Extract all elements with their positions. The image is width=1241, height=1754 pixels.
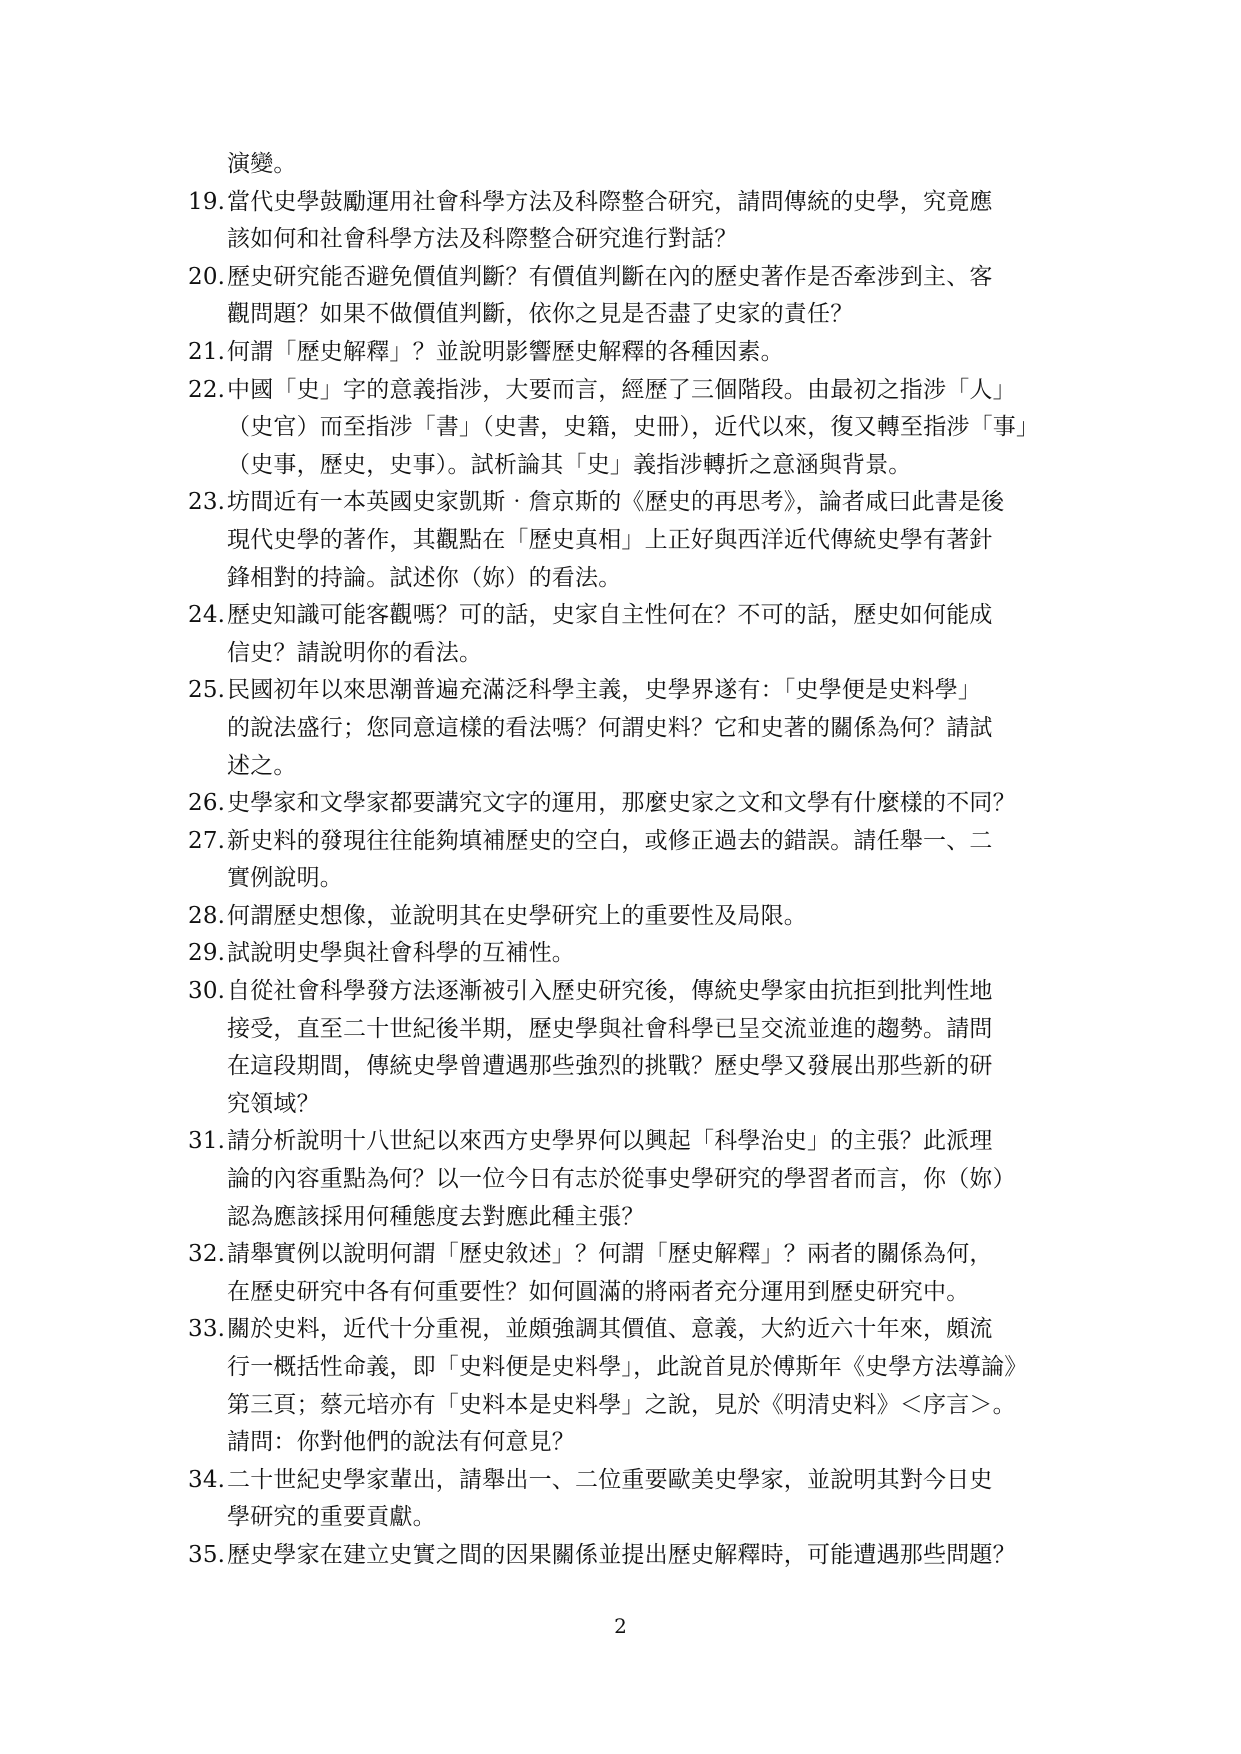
question-text: 坊間近有一本英國史家凱斯‧詹京斯的《歷史的再思考》，論者咸曰此書是後 xyxy=(227,489,1005,516)
question-text: 演變。 xyxy=(227,151,297,177)
question-line xyxy=(190,372,1050,410)
question-continuation-line xyxy=(190,1048,1050,1086)
question-continuation-line xyxy=(190,1499,1050,1537)
question-number: 30. xyxy=(188,978,226,1005)
question-continuation-line xyxy=(190,409,1050,447)
question-continuation-line xyxy=(190,522,1050,560)
question-number: 21. xyxy=(188,338,226,365)
question-text: 請分析說明十八世紀以來西方史學界何以興起「科學治史」的主張？此派理 xyxy=(227,1128,993,1155)
question-text: 在這段期間，傳統史學曾遭遇那些強烈的挑戰？歷史學又發展出那些新的研 xyxy=(227,1053,993,1080)
question-text: 二十世紀史學家輩出，請舉出一、二位重要歐美史學家，並說明其對今日史 xyxy=(227,1466,993,1493)
question-line xyxy=(190,259,1050,297)
question-continuation-line xyxy=(190,447,1050,485)
question-number: 22. xyxy=(188,376,226,403)
question-text: 中國「史」字的意義指涉，大要而言，經歷了三個階段。由最初之指涉「人」 xyxy=(227,376,1016,403)
question-continuation-line xyxy=(190,1011,1050,1049)
question-number: 35. xyxy=(188,1541,226,1568)
question-text: 究領域？ xyxy=(227,1090,320,1117)
question-number: 32. xyxy=(188,1241,226,1268)
question-text: （史官）而至指涉「書」（史書，史籍，史冊），近代以來，復又轉至指涉「事」 xyxy=(227,414,1040,441)
question-line xyxy=(190,823,1050,861)
question-line xyxy=(190,1311,1050,1349)
question-line xyxy=(190,1236,1050,1274)
question-continuation-line xyxy=(190,860,1050,898)
question-text: 歷史研究能否避免價值判斷？有價值判斷在內的歷史著作是否牽涉到主、客 xyxy=(227,263,993,290)
question-list xyxy=(190,146,1050,1575)
question-continuation-line xyxy=(190,1199,1050,1237)
question-text: 的說法盛行；您同意這樣的看法嗎？何謂史料？它和史著的關係為何？請試 xyxy=(227,714,993,741)
question-text: 歷史知識可能客觀嗎？可的話，史家自主性何在？不可的話，歷史如何能成 xyxy=(227,602,993,629)
question-number: 24. xyxy=(188,602,226,629)
question-number: 20. xyxy=(188,263,226,290)
question-text: 請問：你對他們的說法有何意見？ xyxy=(227,1429,575,1456)
question-line xyxy=(190,184,1050,222)
question-text: 接受，直至二十世紀後半期，歷史學與社會科學已呈交流並進的趨勢。請問 xyxy=(227,1015,993,1042)
question-number: 29. xyxy=(188,940,226,967)
question-text: 鋒相對的持論。試述你（妳）的看法。 xyxy=(227,564,622,591)
question-continuation-line xyxy=(190,221,1050,259)
question-text: 述之。 xyxy=(227,752,297,779)
question-text: 何謂「歷史解釋」？並說明影響歷史解釋的各種因素。 xyxy=(227,338,784,365)
question-line xyxy=(190,898,1050,936)
question-continuation-line xyxy=(190,1387,1050,1425)
question-continuation-line xyxy=(190,1424,1050,1462)
question-text: 民國初年以來思潮普遍充滿泛科學主義，史學界遂有：「史學便是史料學」 xyxy=(227,677,982,704)
question-line xyxy=(190,672,1050,710)
question-text: 自從社會科學發方法逐漸被引入歷史研究後，傳統史學家由抗拒到批判性地 xyxy=(227,978,993,1005)
question-text: 信史？請說明你的看法。 xyxy=(227,639,483,666)
question-line xyxy=(190,973,1050,1011)
question-continuation-line xyxy=(190,560,1050,598)
question-line xyxy=(190,785,1050,823)
question-line xyxy=(190,597,1050,635)
question-number: 25. xyxy=(188,677,226,704)
question-continuation-line xyxy=(190,1161,1050,1199)
question-text: 該如何和社會科學方法及科際整合研究進行對話？ xyxy=(227,226,738,253)
question-line xyxy=(190,1537,1050,1575)
question-text: 關於史料，近代十分重視，並頗強調其價值、意義，大約近六十年來，頗流 xyxy=(227,1316,993,1343)
question-text: 論的內容重點為何？以一位今日有志於從事史學研究的學習者而言，你（妳） xyxy=(227,1166,1016,1193)
question-number: 31. xyxy=(188,1128,226,1155)
question-continuation-line xyxy=(190,1274,1050,1312)
question-text: 當代史學鼓勵運用社會科學方法及科際整合研究，請問傳統的史學，究竟應 xyxy=(227,188,993,215)
page-number: 2 xyxy=(614,1614,627,1638)
question-number: 34. xyxy=(188,1466,226,1493)
question-text: 認為應該採用何種態度去對應此種主張？ xyxy=(227,1203,645,1230)
question-line xyxy=(190,1123,1050,1161)
question-text: 歷史學家在建立史實之間的因果關係並提出歷史解釋時，可能遭遇那些問題？ xyxy=(227,1541,1016,1568)
question-continuation-line xyxy=(190,710,1050,748)
question-continuation-line xyxy=(190,748,1050,786)
question-line xyxy=(190,1462,1050,1500)
question-line xyxy=(190,935,1050,973)
question-text: 何謂歷史想像，並說明其在史學研究上的重要性及局限。 xyxy=(227,902,807,929)
question-text: （史事，歷史，史事）。試析論其「史」義指涉轉折之意涵與背景。 xyxy=(227,451,912,478)
question-line xyxy=(190,334,1050,372)
question-number: 23. xyxy=(188,489,226,516)
question-text: 第三頁；蔡元培亦有「史料本是史料學」之說，見於《明清史料》＜序言＞。 xyxy=(227,1391,1016,1418)
question-number: 27. xyxy=(188,827,226,854)
question-text: 史學家和文學家都要講究文字的運用，那麼史家之文和文學有什麼樣的不同？ xyxy=(227,790,1016,817)
question-continuation-line xyxy=(190,1349,1050,1387)
question-continuation-line xyxy=(190,1086,1050,1124)
question-text: 實例說明。 xyxy=(227,865,343,892)
question-text: 請舉實例以說明何謂「歷史敘述」？何謂「歷史解釋」？兩者的關係為何， xyxy=(227,1241,993,1268)
question-text: 行一概括性命義，即「史料便是史料學」，此說首見於傅斯年《史學方法導論》 xyxy=(227,1354,1028,1380)
question-number: 33. xyxy=(188,1316,226,1343)
question-text: 現代史學的著作，其觀點在「歷史真相」上正好與西洋近代傳統史學有著針 xyxy=(227,526,993,553)
question-text: 觀問題？如果不做價值判斷，依你之見是否盡了史家的責任？ xyxy=(227,301,854,328)
question-text: 試說明史學與社會科學的互補性。 xyxy=(227,940,575,967)
question-text: 學研究的重要貢獻。 xyxy=(227,1504,436,1531)
question-number: 26. xyxy=(188,790,226,817)
question-text: 新史料的發現往往能夠填補歷史的空白，或修正過去的錯誤。請任舉一、二 xyxy=(227,827,993,854)
question-number: 19. xyxy=(188,188,226,215)
question-line xyxy=(190,484,1050,522)
question-continuation-line xyxy=(190,146,1050,184)
question-continuation-line xyxy=(190,635,1050,673)
question-text: 在歷史研究中各有何重要性？如何圓滿的將兩者充分運用到歷史研究中。 xyxy=(227,1278,970,1305)
question-continuation-line xyxy=(190,296,1050,334)
question-number: 28. xyxy=(188,902,226,929)
